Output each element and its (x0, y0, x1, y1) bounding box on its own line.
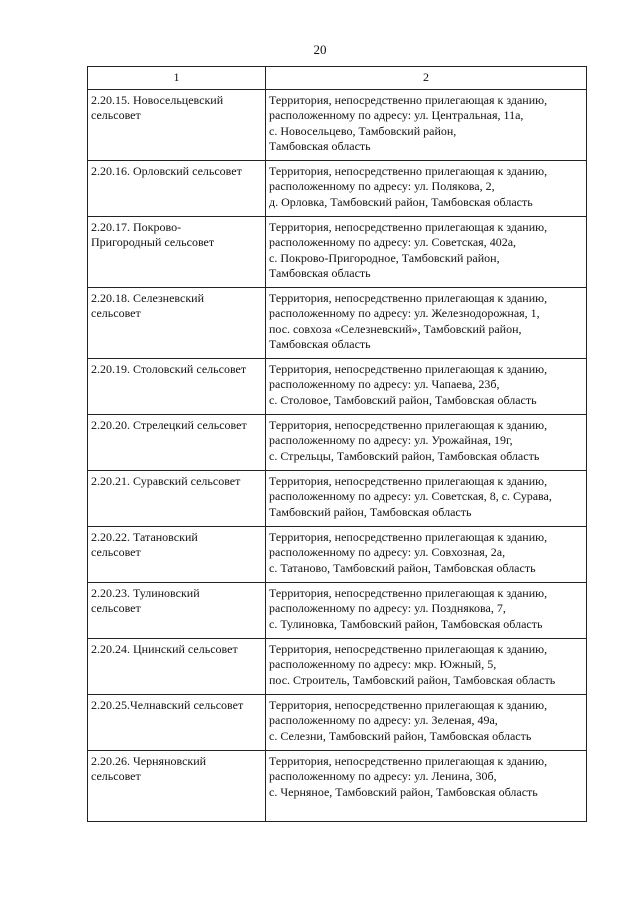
address-line: Территория, непосредственно прилегающая к зданию, (269, 93, 548, 107)
address-line: с. Стрельцы, Тамбовский район, Тамбовская область (269, 448, 540, 463)
address-line: с. Селезни, Тамбовский район, Тамбовская область (269, 728, 532, 743)
council-name-cell (88, 583, 266, 639)
table-row (88, 695, 587, 751)
address-line: Тамбовский район, Тамбовская область (269, 504, 472, 519)
territory-address-cell (266, 359, 587, 415)
address-line: Тамбовская область (269, 138, 371, 153)
address-line: расположенному по адресу: ул. Советская, 402а, (269, 235, 517, 250)
territory-address-cell (266, 527, 587, 583)
address-line: с. Покрово-Пригородное, Тамбовский район, (269, 250, 500, 265)
council-name-line: 2.20.15. Новосельцевский (91, 93, 224, 107)
council-name-line: Пригородный сельсовет (91, 235, 215, 250)
table-row (88, 751, 587, 822)
table-body (88, 67, 587, 822)
council-name-line: 2.20.25.Челнавский сельсовет (91, 698, 244, 712)
table-row (88, 527, 587, 583)
council-name-cell (88, 288, 266, 359)
table-row (88, 415, 587, 471)
table-row (88, 288, 587, 359)
address-line: расположенному по адресу: ул. Советская, 8, с. Сурава, (269, 489, 552, 504)
council-name-line: 2.20.24. Цнинский сельсовет (91, 642, 238, 656)
column-header-1: 1 (88, 67, 266, 90)
council-name-line: 2.20.22. Татановский (91, 530, 198, 544)
council-name-cell (88, 217, 266, 288)
territory-address-cell (266, 583, 587, 639)
council-name-line: 2.20.21. Суравский сельсовет (91, 474, 241, 488)
council-name-cell (88, 639, 266, 695)
address-line: Тамбовская область (269, 336, 371, 351)
council-name-line: 2.20.23. Тулиновский (91, 586, 200, 600)
council-name-cell (88, 695, 266, 751)
address-line: расположенному по адресу: ул. Полякова, 2, (269, 179, 495, 194)
territory-address-cell (266, 217, 587, 288)
territory-address-cell (266, 639, 587, 695)
council-name-line: 2.20.19. Столовский сельсовет (91, 362, 247, 376)
council-name-cell (88, 415, 266, 471)
column-header-2: 2 (266, 67, 587, 90)
address-line: Территория, непосредственно прилегающая к зданию, (269, 291, 548, 305)
council-name-line: 2.20.16. Орловский сельсовет (91, 164, 242, 178)
address-line: расположенному по адресу: ул. Ленина, 30б, (269, 769, 497, 784)
territory-address-cell (266, 90, 587, 161)
address-line: Тамбовская область (269, 265, 371, 280)
address-line: д. Орловка, Тамбовский район, Тамбовская область (269, 194, 533, 209)
page-number: 20 (313, 42, 327, 57)
council-name-line: 2.20.20. Стрелецкий сельсовет (91, 418, 247, 432)
address-line: пос. совхоза «Селезневский», Тамбовский район, (269, 321, 522, 336)
council-name-line: сельсовет (91, 108, 141, 123)
address-line: с. Черняное, Тамбовский район, Тамбовская область (269, 784, 538, 799)
council-name-cell (88, 90, 266, 161)
address-line: Территория, непосредственно прилегающая к зданию, (269, 418, 548, 432)
table-row (88, 639, 587, 695)
territory-address-cell (266, 161, 587, 217)
address-line: расположенному по адресу: ул. Центральная, 11а, (269, 108, 524, 123)
council-name-line: сельсовет (91, 769, 141, 784)
address-line: Территория, непосредственно прилегающая к зданию, (269, 586, 548, 600)
table-header-row (88, 67, 587, 90)
council-name-cell (88, 527, 266, 583)
address-line: расположенному по адресу: ул. Чапаева, 23б, (269, 377, 500, 392)
council-name-line: сельсовет (91, 601, 141, 616)
table-row (88, 161, 587, 217)
address-line: с. Столовое, Тамбовский район, Тамбовская область (269, 392, 537, 407)
table-row (88, 217, 587, 288)
address-line: расположенному по адресу: ул. Зеленая, 49а, (269, 713, 498, 728)
council-name-cell (88, 751, 266, 822)
address-line: Территория, непосредственно прилегающая к зданию, (269, 474, 548, 488)
address-line: пос. Строитель, Тамбовский район, Тамбовская область (269, 672, 556, 687)
table-row (88, 471, 587, 527)
council-name-cell (88, 161, 266, 217)
address-line: Территория, непосредственно прилегающая к зданию, (269, 698, 548, 712)
table-row (88, 359, 587, 415)
address-line: Территория, непосредственно прилегающая к зданию, (269, 220, 548, 234)
territory-address-cell (266, 695, 587, 751)
council-name-cell (88, 471, 266, 527)
address-line: Территория, непосредственно прилегающая к зданию, (269, 164, 548, 178)
council-name-line: 2.20.26. Черняновский (91, 754, 207, 768)
locations-table (87, 66, 587, 822)
council-name-cell (88, 359, 266, 415)
address-line: расположенному по адресу: ул. Совхозная, 2а, (269, 545, 506, 560)
address-line: Территория, непосредственно прилегающая к зданию, (269, 642, 548, 656)
address-line: расположенному по адресу: ул. Урожайная, 19г, (269, 433, 513, 448)
address-line: с. Татаново, Тамбовский район, Тамбовская область (269, 560, 536, 575)
address-line: Территория, непосредственно прилегающая к зданию, (269, 530, 548, 544)
address-line: расположенному по адресу: ул. Позднякова, 7, (269, 601, 506, 616)
table-row (88, 583, 587, 639)
council-name-line: сельсовет (91, 306, 141, 321)
address-line: с. Новосельцево, Тамбовский район, (269, 123, 457, 138)
territory-address-cell (266, 471, 587, 527)
council-name-line: 2.20.18. Селезневский (91, 291, 205, 305)
address-line: Территория, непосредственно прилегающая к зданию, (269, 362, 548, 376)
address-line: с. Тулиновка, Тамбовский район, Тамбовская область (269, 616, 543, 631)
territory-address-cell (266, 751, 587, 822)
territory-address-cell (266, 288, 587, 359)
address-line: расположенному по адресу: ул. Железнодорожная, 1, (269, 306, 540, 321)
table-row (88, 90, 587, 161)
council-name-line: 2.20.17. Покрово- (91, 220, 182, 234)
address-line: расположенному по адресу: мкр. Южный, 5, (269, 657, 497, 672)
address-line: Территория, непосредственно прилегающая к зданию, (269, 754, 548, 768)
council-name-line: сельсовет (91, 545, 141, 560)
territory-address-cell (266, 415, 587, 471)
